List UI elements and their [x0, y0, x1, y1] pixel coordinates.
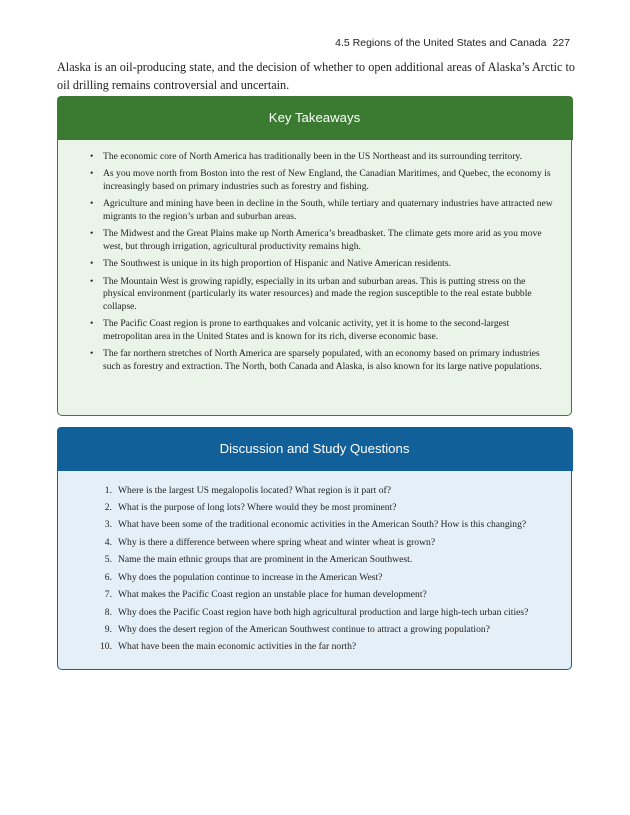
list-item: 7. What makes the Pacific Coast region an unstable place for human development? [104, 589, 427, 601]
list-item: 5. Name the main ethnic groups that are prominent in the American Southwest. [104, 554, 413, 566]
list-item: • The Midwest and the Great Plains make up North America’s breadbasket. The climate gets more arid as you move west, but through irrigation, agricultural productivity remains high. [90, 228, 542, 252]
list-item: • The Mountain West is growing rapidly, especially in its urban and suburban areas. This is putting stress on the physical environment (particularly its water resources) and made the region susceptible to the real estate bubble collapse. [90, 275, 532, 312]
list-item: 2. What is the purpose of long lots? Where would they be most prominent? [104, 501, 397, 513]
intro-paragraph: Alaska is an oil-producing state, and the decision of whether to open additional areas of Alaska’s Arctic to oil drilling remains controversial and uncertain. [57, 60, 575, 92]
list-item: 9. Why does the desert region of the American Southwest continue to attract a growing population? [104, 624, 490, 635]
section-title: 4.5 Regions of the United States and Canada [335, 37, 547, 49]
list-item: 8. Why does the Pacific Coast region have both high agricultural production and large high-tech urban cities? [104, 606, 529, 618]
list-item: 10. What have been the main economic activities in the far north? [100, 641, 357, 653]
list-item: • As you move north from Boston into the rest of New England, the Canadian Maritimes, and Quebec, the economy is increasingly based on primary industries such as forestry and fishing. [90, 167, 551, 192]
bullet-icon: • [90, 167, 94, 179]
bullet-icon: • [90, 198, 94, 210]
list-item: 4. Why is there a difference between where spring wheat and winter wheat is grown? [104, 536, 436, 548]
bullet-icon: • [90, 275, 94, 287]
list-item: • Agriculture and mining have been in decline in the South, while tertiary and quaternary industries have attracted new migrants to the region’s urban and suburban areas. [90, 198, 553, 222]
list-item: 6. Why does the population continue to increase in the American West? [104, 571, 383, 583]
discussion-questions-list [58, 471, 571, 655]
list-item: 1. Where is the largest US megalopolis located? What region is it part of? [104, 484, 391, 496]
key-takeaways-title: Key Takeaways [57, 96, 573, 140]
discussion-questions-box [57, 427, 572, 670]
list-item: 3. What have been some of the traditional economic activities in the American South? How is this changing? [104, 519, 527, 531]
running-header [335, 37, 570, 49]
discussion-questions-title: Discussion and Study Questions [57, 427, 573, 471]
bullet-icon: • [90, 150, 94, 162]
bullet-icon: • [90, 318, 94, 330]
bullet-icon: • [90, 228, 94, 240]
bullet-icon: • [90, 258, 94, 270]
list-item: • The Pacific Coast region is prone to earthquakes and volcanic activity, yet it is home to the second-largest metropolitan area in the United States and is known for its rich, diverse economic base. [90, 318, 510, 342]
page-number: 227 [552, 37, 570, 49]
bullet-icon: • [90, 348, 94, 360]
key-takeaways-box [57, 96, 572, 416]
list-item: • The far northern stretches of North America are sparsely populated, with an economy based on primary industries such as forestry and extraction. The North, both Canada and Alaska, is also known for its large native populations. [90, 348, 542, 373]
list-item: • The Southwest is unique in its high proportion of Hispanic and Native American residents. [90, 258, 451, 270]
key-takeaways-list [58, 140, 571, 374]
list-item: • The economic core of North America has traditionally been in the US Northeast and its surrounding territory. [90, 150, 522, 162]
